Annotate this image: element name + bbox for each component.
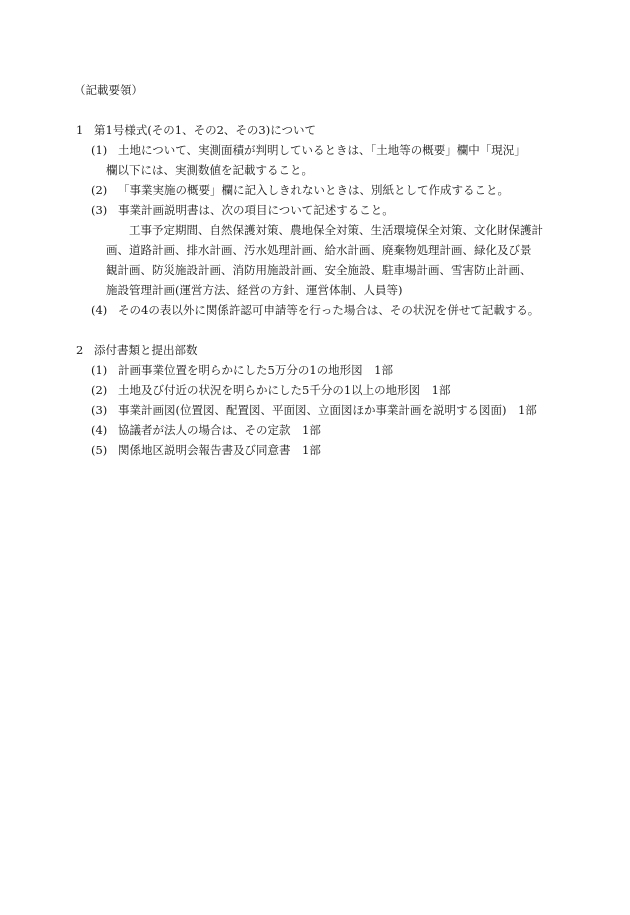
section-1-item-3-line-4: 観計画、防災施設計画、消防用施設計画、安全施設、駐車場計画、雪害防止計画、 (106, 263, 532, 277)
section-1-number: 1 (76, 123, 84, 137)
section-1-item-1-line-2: 欄以下には、実測数値を記載すること。 (106, 163, 313, 177)
section-1-item-3-line-2: 工事予定期間、自然保護対策、農地保全対策、生活環境保全対策、文化財保護計 (129, 223, 543, 237)
section-1-item-3-number: (3) (91, 203, 108, 217)
section-2-item-1-number: (1) (91, 363, 108, 377)
section-2-item-5-text: 関係地区説明会報告書及び同意書 1部 (118, 443, 321, 457)
section-1-item-4-number: (4) (91, 303, 108, 317)
section-2-item-4-text: 協議者が法人の場合は、その定款 1部 (118, 423, 321, 437)
section-2-item-2-text: 土地及び付近の状況を明らかにした5千分の1以上の地形図 1部 (118, 383, 451, 397)
section-2-item-1-text: 計画事業位置を明らかにした5万分の1の地形図 1部 (118, 363, 393, 377)
section-1-item-3-line-5: 施設管理計画(運営方法、経営の方針、運営体制、人員等) (106, 283, 403, 297)
section-2-item-5-number: (5) (91, 443, 108, 457)
section-1-item-1-line-1: 土地について、実測面積が判明しているときは、「土地等の概要」欄中「現況」 (118, 143, 526, 157)
document-heading: （記載要領） (74, 83, 143, 97)
section-2-item-2-number: (2) (91, 383, 108, 397)
section-1-item-2-line-1: 「事業実施の概要」欄に記入しきれないときは、別紙として作成すること。 (118, 183, 509, 197)
section-2-number: 2 (76, 343, 84, 357)
section-1-item-3-line-1: 事業計画説明書は、次の項目について記述すること。 (118, 203, 394, 217)
section-1-item-3-line-3: 画、道路計画、排水計画、汚水処理計画、給水計画、廃棄物処理計画、緑化及び景 (106, 243, 532, 257)
section-2-title: 添付書類と提出部数 (94, 343, 198, 357)
section-1-title: 第1号様式(その1、その2、その3)について (94, 123, 317, 137)
section-2-item-3-number: (3) (91, 403, 108, 417)
section-1-item-2-number: (2) (91, 183, 108, 197)
section-2-item-4-number: (4) (91, 423, 108, 437)
section-2-item-3-text: 事業計画図(位置図、配置図、平面図、立面図ほか事業計画を説明する図面) 1部 (118, 403, 537, 417)
section-1-item-1-number: (1) (91, 143, 108, 157)
section-1-item-4-line-1: その4の表以外に関係許認可申請等を行った場合は、その状況を併せて記載する。 (118, 303, 540, 317)
